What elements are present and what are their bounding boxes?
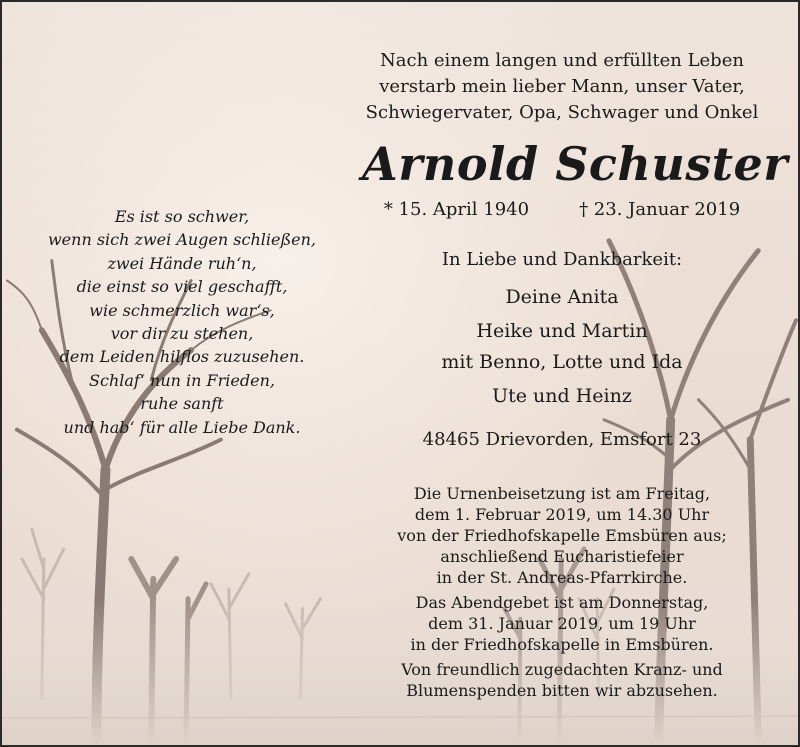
mourner-line: Deine Anita — [505, 286, 619, 308]
notice-line: Blumenspenden bitten wir abzusehen. — [406, 681, 718, 700]
poem-line: dem Leiden hilflos zuzusehen. — [59, 347, 305, 367]
mourner-line: Heike und Martin — [476, 320, 648, 342]
poem-line: die einst so viel geschafft, — [76, 277, 288, 297]
notice-line: dem 31. Januar 2019, um 19 Uhr — [428, 614, 696, 633]
address: 48465 Drievorden, Emsfort 23 — [422, 429, 702, 450]
funeral-notices — [362, 483, 762, 705]
notice-line: Die Urnenbeisetzung ist am Freitag, — [413, 484, 711, 503]
mourner-group — [362, 381, 762, 412]
notice-burial — [362, 483, 762, 588]
notice-flowers — [362, 659, 762, 701]
deceased-name: Arnold Schuster — [362, 137, 788, 191]
mourners-heading: In Liebe und Dankbarkeit: — [441, 249, 683, 270]
notice-line: in der Friedhofskapelle in Emsbüren. — [410, 635, 714, 654]
notice-evening-prayer — [362, 592, 762, 655]
poem-line: wenn sich zwei Augen schließen, — [47, 230, 317, 250]
poem — [22, 205, 342, 439]
mourner-line: Ute und Heinz — [492, 385, 632, 407]
poem-line: und hab‘ für alle Liebe Dank. — [63, 417, 301, 437]
mourner-group — [362, 282, 762, 313]
poem-line: Es ist so schwer, — [114, 207, 250, 226]
intro-text — [362, 48, 762, 126]
notice-line: dem 1. Februar 2019, um 14.30 Uhr — [414, 505, 710, 524]
poem-line: wie schmerzlich war‘s, — [89, 300, 275, 320]
notice-line: Von freundlich zugedachten Kranz- und — [401, 660, 723, 679]
poem-line: Schlaf‘ nun in Frieden, — [89, 370, 275, 390]
mourners-list — [362, 282, 762, 415]
intro-line: Schwiegervater, Opa, Schwager und Onkel — [365, 102, 759, 123]
notice-line: anschließend Eucharistiefeier — [440, 547, 684, 566]
life-dates — [362, 197, 762, 223]
poem-line: vor dir zu stehen, — [110, 324, 254, 344]
intro-line: verstarb mein lieber Mann, unser Vater, — [379, 76, 745, 97]
mourner-group — [362, 316, 762, 378]
poem-line: zwei Hände ruh‘n, — [107, 253, 257, 273]
intro-line: Nach einem langen und erfüllten Leben — [380, 50, 744, 71]
notice-line: von der Friedhofskapelle Emsbüren aus; — [397, 526, 727, 545]
mourner-line: mit Benno, Lotte und Ida — [441, 351, 683, 373]
notice-line: Das Abendgebet ist am Donnerstag, — [415, 593, 709, 612]
notice-line: in der St. Andreas-Pfarrkirche. — [436, 568, 688, 587]
birth-date: * 15. April 1940 — [383, 199, 530, 220]
death-date: † 23. Januar 2019 — [579, 199, 741, 220]
poem-line: ruhe sanft — [140, 394, 224, 414]
